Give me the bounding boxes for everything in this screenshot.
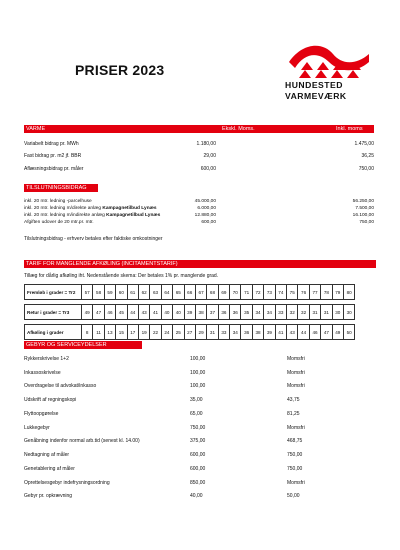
gebyr-row-excl: 600,00 <box>190 466 206 472</box>
tilslutning-note: Tilslutningsbidrag - erhverv betales efter faktiske omkostninger <box>24 236 163 242</box>
label-text: inkl. 20 mtr. ledning m/direkte anlæg <box>24 206 103 211</box>
logo-line-1: HUNDESTED <box>285 80 343 90</box>
table-cell: 60 <box>116 285 127 300</box>
table-cell: 44 <box>127 305 138 320</box>
company-logo-mark <box>283 40 375 80</box>
tilslutning-row-incl: 7.500,00 <box>355 206 374 211</box>
label-text: inkl. 20 mtr. ledning -parcelhuse <box>24 199 92 204</box>
gebyr-row-incl: 468,75 <box>287 438 303 444</box>
section-header-tilslutning <box>24 184 98 192</box>
gebyr-row-excl: 65,00 <box>190 411 203 417</box>
section-label: VARME <box>26 126 46 132</box>
varme-row-excl: 1.180,00 <box>196 141 216 147</box>
gebyr-row-label: Inkassoskrivelse <box>24 370 61 376</box>
table-cell: 75 <box>287 285 298 300</box>
table-cell: 46 <box>104 305 115 320</box>
row-label: Fremløb i grader = Tr2 <box>25 285 82 300</box>
label-text: inkl. 20 mtr. ledning m/indirekte anlæg <box>24 213 107 218</box>
table-cell: 39 <box>264 325 275 340</box>
table-cell: 47 <box>321 325 332 340</box>
table-cell: 78 <box>321 285 332 300</box>
table-cell: 65 <box>173 285 184 300</box>
table-cell: 62 <box>138 285 149 300</box>
table-row <box>25 305 355 320</box>
table-row <box>25 285 355 300</box>
table-cell: 38 <box>252 325 263 340</box>
gebyr-row-label: Overdragelse til advokat/inkasso <box>24 383 97 389</box>
tilslutning-row-incl: 16.100,00 <box>352 213 374 218</box>
tarif-note: Tillæg for dårlig afkøling iht. Nedenstående skema: Der betales 1% pr. manglende grad. <box>24 273 219 279</box>
table-cell: 69 <box>218 285 229 300</box>
table-cell: 72 <box>252 285 263 300</box>
gebyr-row-excl: 850,00 <box>190 480 206 486</box>
gebyr-row-label: Genåbning indenfor normal arb.tid (senest kl. 14.00) <box>24 438 140 444</box>
table-cell: 22 <box>150 325 161 340</box>
table-cell: 29 <box>195 325 206 340</box>
table-cell: 36 <box>230 305 241 320</box>
gebyr-row-excl: 40,00 <box>190 493 203 499</box>
logo-line-2: VARMEVÆRK <box>285 91 347 101</box>
gebyr-row-label: Gebyr pr. opkrævning <box>24 493 73 499</box>
table-cell: 39 <box>184 305 195 320</box>
table-cell: 36 <box>218 305 229 320</box>
gebyr-row-excl: 600,00 <box>190 452 206 458</box>
gebyr-row-incl: Momsfri <box>287 480 305 486</box>
gebyr-row-label: Genetablering af måler <box>24 466 75 472</box>
table-cell: 73 <box>264 285 275 300</box>
section-label: GEBYR OG SERVICEYDELSER <box>26 342 107 348</box>
table-cell: 33 <box>275 305 286 320</box>
table-cell: 24 <box>161 325 172 340</box>
company-logo-text <box>285 80 347 102</box>
table-cell: 34 <box>230 325 241 340</box>
gebyr-row-excl: 35,00 <box>190 397 203 403</box>
section-header-varme <box>24 125 374 133</box>
table-cell: 49 <box>332 325 343 340</box>
table-cell: 79 <box>332 285 343 300</box>
table-cell: 35 <box>241 305 252 320</box>
gebyr-row-label: Flyttoopgørelse <box>24 411 59 417</box>
table-cell: 19 <box>138 325 149 340</box>
varme-row-excl: 29,00 <box>203 153 216 159</box>
table-cell: 8 <box>82 325 93 340</box>
page-title: PRISER 2023 <box>75 62 165 78</box>
table-cell: 46 <box>309 325 320 340</box>
table-cell: 50 <box>343 325 354 340</box>
table-cell: 57 <box>82 285 93 300</box>
gebyr-row-incl: 750,00 <box>287 452 303 458</box>
gebyr-row-excl: 100,00 <box>190 356 206 362</box>
table-cell: 30 <box>332 305 343 320</box>
table-cell: 47 <box>93 305 104 320</box>
table-cell: 15 <box>116 325 127 340</box>
table-cell: 80 <box>343 285 354 300</box>
gebyr-row-label: Rykkerskrivelse 1+2 <box>24 356 69 362</box>
label-bold: Kampagnetilbud Lynæs <box>106 213 161 218</box>
gebyr-row-incl: Momsfri <box>287 370 305 376</box>
table-cell: 32 <box>287 305 298 320</box>
gebyr-row-excl: 375,00 <box>190 438 206 444</box>
table-cell: 61 <box>127 285 138 300</box>
tilslutning-row-excl: 45.000,00 <box>194 199 216 204</box>
gebyr-row-label: Lukkegebyr <box>24 425 50 431</box>
table-cell: 74 <box>275 285 286 300</box>
table-cell: 33 <box>218 325 229 340</box>
gebyr-row-incl: Momsfri <box>287 383 305 389</box>
gebyr-row-label: Oprettelsesgebyr indefrysningsordning <box>24 480 110 486</box>
table-cell: 17 <box>127 325 138 340</box>
varme-row-label: Variabelt bidrag pr. MWh <box>24 141 79 147</box>
table-cell: 25 <box>173 325 184 340</box>
table-cell: 32 <box>298 305 309 320</box>
row-label: Afkøling i grader <box>25 325 82 340</box>
table-cell: 36 <box>241 325 252 340</box>
varme-row-excl: 600,00 <box>200 166 216 172</box>
tilslutning-row-label <box>24 199 92 205</box>
varme-row-incl: 36,25 <box>361 153 374 159</box>
table-cell: 63 <box>150 285 161 300</box>
gebyr-row-label: Udskrift af regningskopi <box>24 397 77 403</box>
varme-row-label: Aflæsningsbidrag pr. måler <box>24 166 84 172</box>
gebyr-row-label: Nedtagning af måler <box>24 452 70 458</box>
table-cell: 13 <box>104 325 115 340</box>
table-cell: 31 <box>207 325 218 340</box>
table-cell: 34 <box>264 305 275 320</box>
tilslutning-row-excl: 12.880,00 <box>194 213 216 218</box>
tilslutning-row-incl: 750,00 <box>359 220 374 225</box>
table-cell: 43 <box>287 325 298 340</box>
table-cell: 64 <box>161 285 172 300</box>
table-cell: 67 <box>195 285 206 300</box>
table-cell: 38 <box>195 305 206 320</box>
varme-row-incl: 750,00 <box>358 166 374 172</box>
table-cell: 34 <box>252 305 263 320</box>
table-cell: 31 <box>321 305 332 320</box>
afkoling-table <box>24 284 355 340</box>
table-cell: 30 <box>343 305 354 320</box>
table-cell: 41 <box>275 325 286 340</box>
tilslutning-row-incl: 56.250,00 <box>352 199 374 204</box>
table-cell: 68 <box>207 285 218 300</box>
gebyr-row-incl: 81,25 <box>287 411 300 417</box>
gebyr-row-incl: Momsfri <box>287 425 305 431</box>
gebyr-row-incl: 50,00 <box>287 493 300 499</box>
table-cell: 31 <box>309 305 320 320</box>
table-cell: 44 <box>298 325 309 340</box>
table-cell: 59 <box>104 285 115 300</box>
section-label: TILSLUTNINGSBIDRAG <box>26 185 87 191</box>
gebyr-row-incl: Momsfri <box>287 356 305 362</box>
section-label: TARIF FOR MANGLENDE AFKØLING (INCITAMENTSTARIF) <box>26 261 178 267</box>
table-cell: 45 <box>116 305 127 320</box>
table-cell: 66 <box>184 285 195 300</box>
table-cell: 43 <box>138 305 149 320</box>
label-bold: Kampagnetilbud Lynæs <box>102 206 157 211</box>
tilslutning-row-excl: 600,00 <box>201 220 216 225</box>
table-cell: 41 <box>150 305 161 320</box>
table-cell: 37 <box>207 305 218 320</box>
gebyr-row-excl: 100,00 <box>190 370 206 376</box>
varme-row-incl: 1.475,00 <box>354 141 374 147</box>
column-header-incl: Inkl. moms <box>336 126 363 132</box>
table-cell: 40 <box>173 305 184 320</box>
label-text: Afgiften udover de 20 mtr.pr. mtr. <box>24 220 94 225</box>
table-cell: 58 <box>93 285 104 300</box>
table-cell: 70 <box>230 285 241 300</box>
section-header-tarif <box>24 260 376 268</box>
tilslutning-row-excl: 6.000,00 <box>197 206 216 211</box>
row-label: Retur i grader = Tr3 <box>25 305 82 320</box>
table-cell: 76 <box>298 285 309 300</box>
gebyr-row-excl: 750,00 <box>190 425 206 431</box>
tilslutning-row-label <box>24 213 160 219</box>
table-cell: 77 <box>309 285 320 300</box>
table-cell: 71 <box>241 285 252 300</box>
gebyr-row-excl: 100,00 <box>190 383 206 389</box>
tilslutning-row-label <box>24 220 94 226</box>
table-cell: 49 <box>82 305 93 320</box>
gebyr-row-incl: 43,75 <box>287 397 300 403</box>
table-cell: 11 <box>93 325 104 340</box>
column-header-excl: Ekskl. Moms. <box>222 126 255 132</box>
table-cell: 40 <box>161 305 172 320</box>
table-cell: 27 <box>184 325 195 340</box>
tilslutning-row-label <box>24 206 157 212</box>
varme-row-label: Fast bidrag pr. m2 jf. BBR <box>24 153 82 159</box>
section-header-gebyr <box>24 341 142 349</box>
table-row <box>25 325 355 340</box>
gebyr-row-incl: 750,00 <box>287 466 303 472</box>
